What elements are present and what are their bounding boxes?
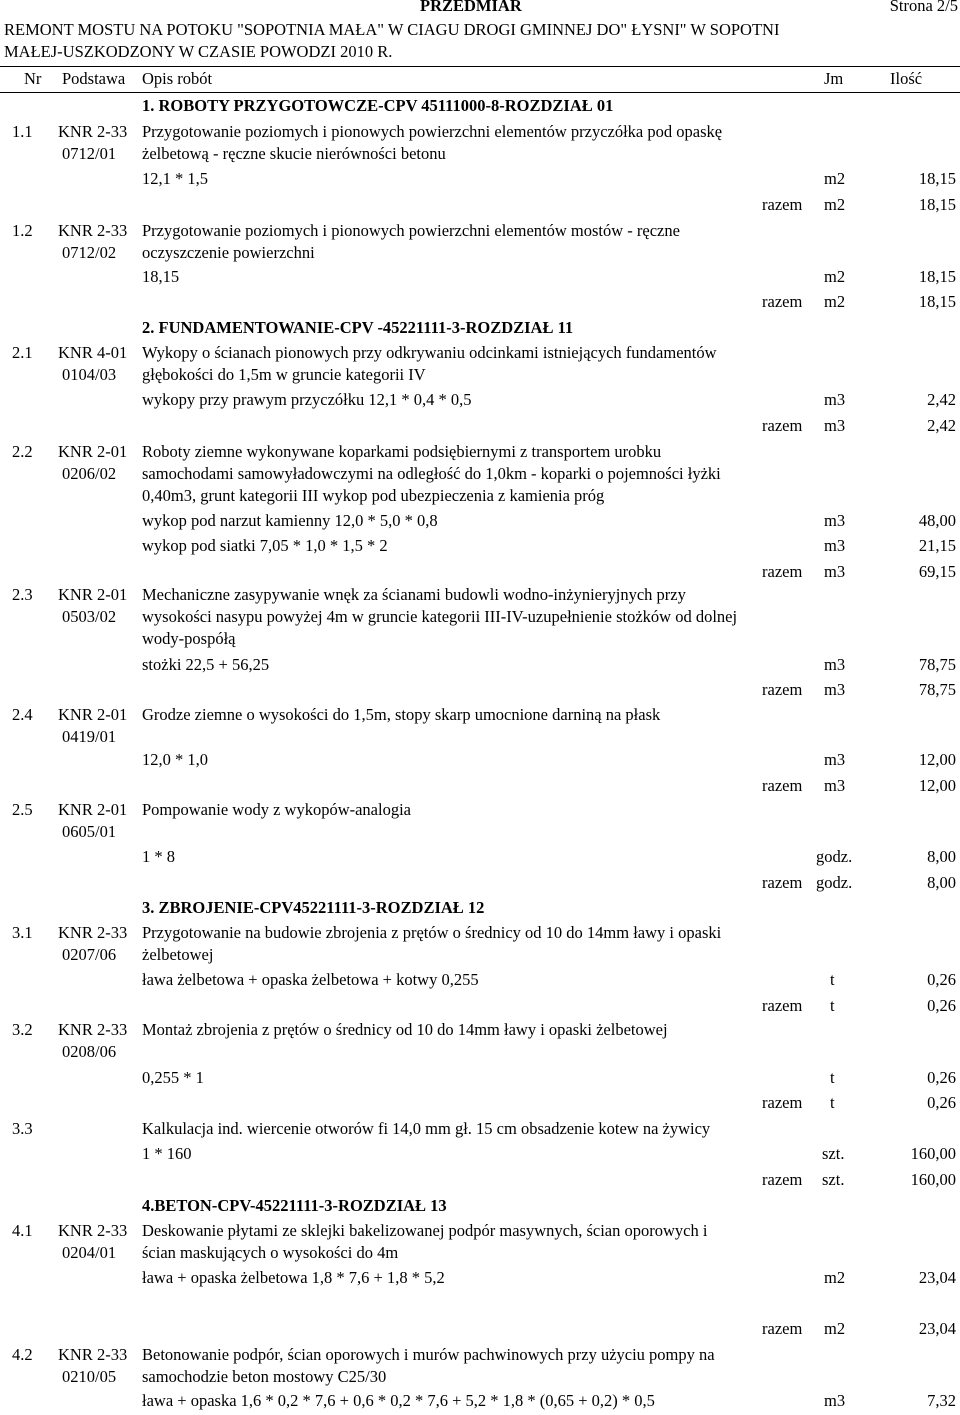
calc-line: ława żelbetowa + opaska żelbetowa + kotwy 0,255	[142, 970, 479, 989]
item-basis-code: 0210/05	[62, 1367, 117, 1386]
total-unit: godz.	[816, 873, 853, 892]
project-title-line1: REMONT MOSTU NA POTOKU "SOPOTNIA MAŁA" W CIAGU DROGI GMINNEJ DO" ŁYSNI" W SOPOTNI	[4, 20, 780, 39]
section-heading: 1. ROBOTY PRZYGOTOWCZE-CPV 45111000-8-ROZDZIAŁ 01	[142, 96, 614, 115]
total-quantity: 69,15	[918, 562, 956, 581]
col-header-basis: Podstawa	[62, 69, 126, 88]
calc-quantity: 8,00	[927, 847, 956, 866]
item-basis-code: KNR 2-01	[58, 705, 128, 724]
item-number: 4.1	[12, 1221, 33, 1240]
calc-line: 12,0 * 1,0	[142, 750, 208, 769]
item-number: 3.2	[12, 1020, 33, 1039]
calc-quantity: 160,00	[910, 1144, 956, 1163]
item-basis-code: KNR 2-01	[58, 585, 128, 604]
calc-unit: m3	[824, 390, 846, 409]
calc-line: 1 * 160	[142, 1144, 192, 1163]
item-description: Roboty ziemne wykonywane koparkami podsiębiernymi z transportem urobku	[142, 442, 662, 461]
total-unit: t	[830, 996, 835, 1015]
item-description: żelbetową - ręczne skucie nierówności betonu	[142, 144, 446, 163]
item-basis-code: 0605/01	[62, 822, 117, 841]
total-unit: t	[830, 1093, 835, 1112]
item-description: Deskowanie płytami ze sklejki bakelizowanej podpór masywnych, ścian oporowych i	[142, 1221, 708, 1240]
calc-line: wykop pod siatki 7,05 * 1,0 * 1,5 * 2	[142, 536, 388, 555]
item-number: 2.1	[12, 343, 33, 362]
item-basis-code: KNR 2-33	[58, 221, 128, 240]
item-description: głębokości do 1,5m w gruncie kategorii IV	[142, 365, 426, 384]
total-unit: m3	[824, 776, 846, 795]
item-description: wody-pospółą	[142, 629, 236, 648]
total-quantity: 18,15	[918, 195, 956, 214]
total-label: razem	[762, 292, 803, 311]
calc-quantity: 48,00	[918, 511, 956, 530]
total-unit: szt.	[822, 1170, 845, 1189]
calc-quantity: 18,15	[918, 267, 956, 286]
calc-unit: m3	[824, 655, 846, 674]
item-description: Pompowanie wody z wykopów-analogia	[142, 800, 411, 819]
item-number: 4.2	[12, 1345, 33, 1364]
item-basis-code: KNR 2-33	[58, 1020, 128, 1039]
item-description: Mechaniczne zasypywanie wnęk za ścianami budowli wodno-inżynieryjnych przy	[142, 585, 686, 604]
total-quantity: 18,15	[918, 292, 956, 311]
item-description: Kalkulacja ind. wiercenie otworów fi 14,0 mm gł. 15 cm obsadzenie kotew na żywicy	[142, 1119, 711, 1138]
total-quantity: 8,00	[927, 873, 956, 892]
total-unit: m2	[824, 1319, 846, 1338]
calc-quantity: 18,15	[918, 169, 956, 188]
calc-unit: szt.	[822, 1144, 845, 1163]
item-description: Przygotowanie na budowie zbrojenia z prętów o średnicy od 10 do 14mm ławy i opaski	[142, 923, 722, 942]
total-quantity: 0,26	[927, 1093, 956, 1112]
item-description: Wykopy o ścianach pionowych przy odkrywaniu odcinkami istniejących fundamentów	[142, 343, 717, 362]
total-label: razem	[762, 1170, 803, 1189]
total-unit: m3	[824, 562, 846, 581]
col-header-quantity: Ilość	[890, 69, 923, 88]
calc-line: stożki 22,5 + 56,25	[142, 655, 270, 674]
item-number: 2.4	[12, 705, 33, 724]
item-basis-code: 0208/06	[62, 1042, 117, 1061]
calc-unit: m2	[824, 1268, 846, 1287]
item-basis-code: KNR 4-01	[58, 343, 128, 362]
total-label: razem	[762, 873, 803, 892]
col-header-unit: Jm	[824, 69, 844, 88]
section-heading: 2. FUNDAMENTOWANIE-CPV -45221111-3-ROZDZIAŁ 11	[142, 318, 574, 337]
calc-quantity: 0,26	[927, 1068, 956, 1087]
calc-quantity: 78,75	[918, 655, 956, 674]
item-number: 1.2	[12, 221, 33, 240]
item-basis-code: KNR 2-01	[58, 800, 128, 819]
total-unit: m3	[824, 680, 846, 699]
total-label: razem	[762, 1319, 803, 1338]
col-header-nr: Nr	[24, 69, 42, 88]
item-number: 2.2	[12, 442, 33, 461]
item-basis-code: 0712/01	[62, 144, 117, 163]
total-quantity: 2,42	[927, 416, 956, 435]
item-description: oczyszczenie powierzchni	[142, 243, 315, 262]
total-quantity: 160,00	[910, 1170, 956, 1189]
col-header-description: Opis robót	[142, 69, 213, 88]
total-unit: m2	[824, 292, 846, 311]
page-number: Strona 2/5	[889, 0, 958, 15]
calc-unit: m2	[824, 169, 846, 188]
calc-line: 0,255 * 1	[142, 1068, 204, 1087]
total-label: razem	[762, 680, 803, 699]
total-quantity: 12,00	[918, 776, 956, 795]
item-basis-code: 0419/01	[62, 727, 117, 746]
item-basis-code: 0712/02	[62, 243, 117, 262]
calc-unit: m3	[824, 511, 846, 530]
item-description: wysokości nasypu powyżej 4m w gruncie kategorii III-IV-uzupełnienie stożków od dolnej	[142, 607, 738, 626]
item-basis-code: 0104/03	[62, 365, 117, 384]
calc-line: 18,15	[142, 267, 180, 286]
calc-line: 12,1 * 1,5	[142, 169, 208, 188]
section-heading: 3. ZBROJENIE-CPV45221111-3-ROZDZIAŁ 12	[142, 898, 485, 917]
item-number: 3.3	[12, 1119, 33, 1138]
total-quantity: 78,75	[918, 680, 956, 699]
total-label: razem	[762, 1093, 803, 1112]
item-basis-code: 0204/01	[62, 1243, 117, 1262]
item-number: 2.3	[12, 585, 33, 604]
calc-unit: m3	[824, 750, 846, 769]
total-label: razem	[762, 776, 803, 795]
calc-unit: m3	[824, 1391, 846, 1410]
item-description: 0,40m3, grunt kategorii III wykop pod ubezpieczenia z kamienia próg	[142, 486, 605, 505]
item-number: 3.1	[12, 923, 33, 942]
header-rule-top	[0, 66, 960, 67]
calc-line: wykop pod narzut kamienny 12,0 * 5,0 * 0,8	[142, 511, 438, 530]
calc-line: ława + opaska żelbetowa 1,8 * 7,6 + 1,8 * 5,2	[142, 1268, 445, 1287]
item-description: Przygotowanie poziomych i pionowych powierzchni elementów przyczółka pod opaskę	[142, 122, 723, 141]
item-description: samochodzie beton mostowy C25/30	[142, 1367, 387, 1386]
calc-line: 1 * 8	[142, 847, 175, 866]
calc-unit: m3	[824, 536, 846, 555]
item-description: Montaż zbrojenia z prętów o średnicy od 10 do 14mm ławy i opaski żelbetowej	[142, 1020, 668, 1039]
calc-line: wykopy przy prawym przyczółku 12,1 * 0,4 * 0,5	[142, 390, 472, 409]
calc-quantity: 7,32	[927, 1391, 956, 1410]
calc-quantity: 12,00	[918, 750, 956, 769]
item-basis-code: 0206/02	[62, 464, 117, 483]
total-unit: m2	[824, 195, 846, 214]
calc-unit: m2	[824, 267, 846, 286]
calc-line: ława + opaska 1,6 * 0,2 * 7,6 + 0,6 * 0,2 * 7,6 + 5,2 * 1,8 * (0,65 + 0,2) * 0,5	[142, 1391, 655, 1410]
project-title-line2: MAŁEJ-USZKODZONY W CZASIE POWODZI 2010 R.	[4, 42, 393, 61]
calc-quantity: 21,15	[918, 536, 956, 555]
item-description: żelbetowej	[142, 945, 214, 964]
item-number: 1.1	[12, 122, 33, 141]
calc-unit: t	[830, 1068, 835, 1087]
calc-quantity: 0,26	[927, 970, 956, 989]
total-label: razem	[762, 416, 803, 435]
item-basis-code: KNR 2-33	[58, 1345, 128, 1364]
calc-quantity: 23,04	[918, 1268, 956, 1287]
item-basis-code: 0207/06	[62, 945, 117, 964]
total-quantity: 0,26	[927, 996, 956, 1015]
item-basis-code: KNR 2-01	[58, 442, 128, 461]
total-quantity: 23,04	[918, 1319, 956, 1338]
item-description: Grodze ziemne o wysokości do 1,5m, stopy skarp umocnione darniną na płask	[142, 705, 661, 724]
item-basis-code: 0503/02	[62, 607, 117, 626]
document-title: PRZEDMIAR	[420, 0, 522, 15]
item-basis-code: KNR 2-33	[58, 1221, 128, 1240]
item-number: 2.5	[12, 800, 33, 819]
item-description: Betonowanie podpór, ścian oporowych i murów pachwinowych przy użyciu pompy na	[142, 1345, 715, 1364]
total-label: razem	[762, 996, 803, 1015]
item-description: samochodami samowyładowczymi na odległość do 1,0km - koparki o pojemności łyżki	[142, 464, 721, 483]
total-unit: m3	[824, 416, 846, 435]
header-rule-bottom	[0, 92, 960, 93]
calc-unit: t	[830, 970, 835, 989]
item-basis-code: KNR 2-33	[58, 122, 128, 141]
total-label: razem	[762, 562, 803, 581]
calc-quantity: 2,42	[927, 390, 956, 409]
item-description: ścian maskujących o wysokości do 4m	[142, 1243, 399, 1262]
total-label: razem	[762, 195, 803, 214]
section-heading: 4.BETON-CPV-45221111-3-ROZDZIAŁ 13	[142, 1196, 447, 1215]
calc-unit: godz.	[816, 847, 853, 866]
item-basis-code: KNR 2-33	[58, 923, 128, 942]
item-description: Przygotowanie poziomych i pionowych powierzchni elementów mostów - ręczne	[142, 221, 680, 240]
